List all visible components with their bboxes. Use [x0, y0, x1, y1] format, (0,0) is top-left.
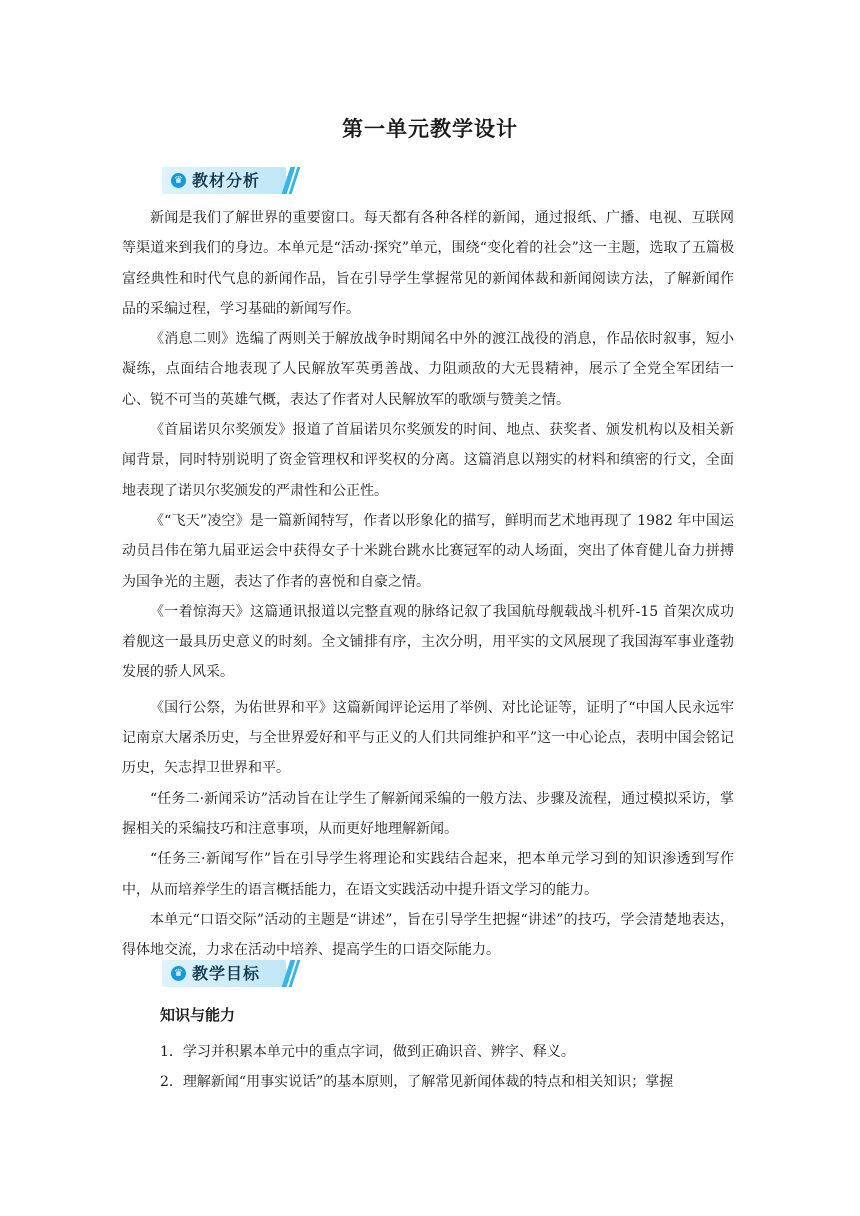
paragraph: 本单元“口语交际”活动的主题是“讲述”，旨在引导学生把握“讲述”的技巧，学会清楚地表达，得体地交流，力求在活动中培养、提高学生的口语交际能力。 [122, 911, 734, 959]
objectives-list [122, 1037, 734, 1098]
trophy-icon: ♛ [171, 173, 186, 188]
list-item: 1．学习并积累本单元中的重点字词，做到正确识音、辨字、释义。 [160, 1044, 575, 1060]
trophy-icon: ♛ [171, 966, 186, 981]
paragraph: 新闻是我们了解世界的重要窗口。每天都有各种各样的新闻，通过报纸、广播、电视、互联网等渠道来到我们的身边。本单元是“活动·探究”单元，围绕“变化着的社会”这一主题，选取了五篇极富经典性和时代气息的新闻作品，旨在引导学生掌握常见的新闻体裁和新闻阅读方法，了解新闻作品的采编过程，学习基础的新闻写作。 [122, 210, 734, 317]
paragraph: 《消息二则》选编了两则关于解放战争时期闻名中外的渡江战役的消息，作品依时叙事，短小凝练，点面结合地表现了人民解放军英勇善战、力阻顽敌的大无畏精神，展示了全党全军团结一心、锐不可当的英雄气概，表达了作者对人民解放军的歌颂与赞美之情。 [122, 331, 734, 408]
section-heading: 教材分析 [192, 171, 261, 190]
paragraph: “任务三·新闻写作”旨在引导学生将理论和实践结合起来，把本单元学习到的知识渗透到写作中，从而培养学生的语言概括能力，在语文实践活动中提升语文学习的能力。 [122, 851, 734, 898]
section-banner-objectives [162, 960, 296, 987]
paragraph: “任务二·新闻采访”活动旨在让学生了解新闻采编的一般方法、步骤及流程，通过模拟采访，掌握相关的采编技巧和注意事项，从而更好地理解新闻。 [122, 790, 734, 837]
section-banner-analysis [162, 167, 296, 194]
paragraph: 《首届诺贝尔奖颁发》报道了首届诺贝尔奖颁发的时间、地点、获奖者、颁发机构以及相关新闻背景，同时特别说明了资金管理权和评奖权的分离。这篇消息以翔实的材料和缜密的行文，全面地表现了诺贝尔奖颁发的严肃性和公正性。 [122, 422, 734, 499]
paragraph: 《国行公祭，为佑世界和平》这篇新闻评论运用了举例、对比论证等，证明了“中国人民永远牢记南京大屠杀历史，与全世界爱好和平与正义的人们共同维护和平”这一中心论点，表明中国会铭记历史，矢志捍卫世界和平。 [122, 699, 734, 777]
page-title: 第一单元教学设计 [342, 117, 518, 141]
list-item: 2．理解新闻“用事实说话”的基本原则，了解常见新闻体裁的特点和相关知识；掌握 [160, 1074, 674, 1091]
paragraph: 《一着惊海天》这篇通讯报道以完整直观的脉络记叙了我国航母舰载战斗机歼-15 首架次成功着舰这一最具历史意义的时刻。全文铺排有序，主次分明，用平实的文风展现了我国海军事业蓬勃发展的骄人风采。 [122, 603, 734, 681]
section-heading: 教学目标 [192, 964, 261, 983]
analysis-body [122, 203, 734, 965]
paragraph: 《“飞天”凌空》是一篇新闻特写，作者以形象化的描写，鲜明而艺术地再现了 1982 年中国运动员吕伟在第九届亚运会中获得女子十米跳台跳水比赛冠军的动人场面，突出了体育健儿奋力拼搏为国争光的主题，表达了作者的喜悦和自豪之情。 [122, 512, 734, 590]
subheading: 知识与能力 [160, 1006, 236, 1024]
